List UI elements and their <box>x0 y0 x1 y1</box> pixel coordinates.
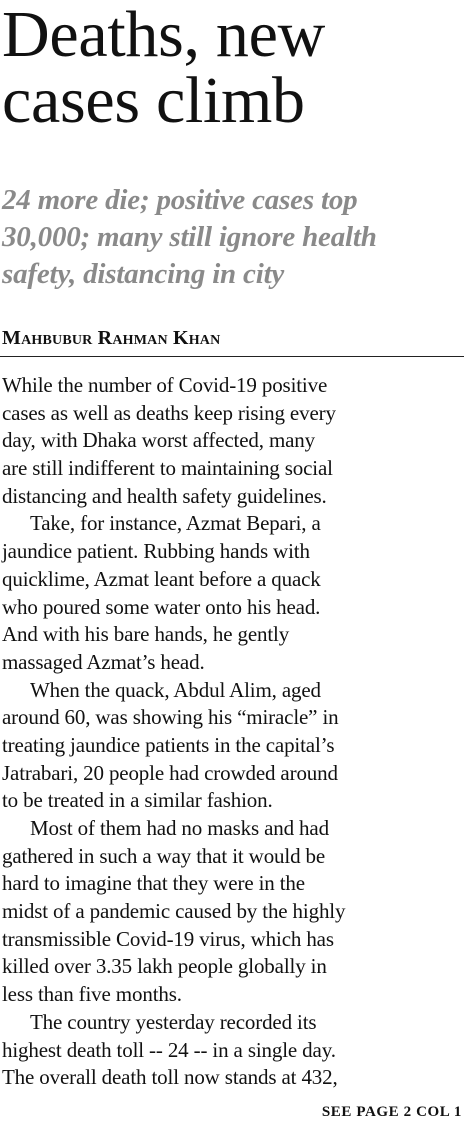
body-line: transmissible Covid-19 virus, which has <box>2 926 334 951</box>
article-body <box>2 372 464 1092</box>
continued-on-page-jump[interactable]: SEE PAGE 2 COL 1 <box>321 1104 462 1120</box>
byline: Mahbubur Rahman Khan <box>2 327 221 349</box>
deck-line: safety, distancing in city <box>2 258 285 290</box>
body-line: And with his bare hands, he gently <box>2 622 290 647</box>
body-line: jaundice patient. Rubbing hands with <box>2 539 310 564</box>
headline <box>2 0 464 137</box>
body-line: massaged Azmat’s head. <box>2 649 205 674</box>
subheadline-deck <box>2 182 464 293</box>
body-line: to be treated in a similar fashion. <box>2 788 273 813</box>
deck-line: 30,000; many still ignore health <box>2 221 377 253</box>
body-line: midst of a pandemic caused by the highly <box>2 899 346 924</box>
body-line: When the quack, Abdul Alim, aged <box>30 677 321 702</box>
body-line: around 60, was showing his “miracle” in <box>2 705 339 730</box>
body-line: hard to imagine that they were in the <box>2 871 305 896</box>
body-line: Most of them had no masks and had <box>30 816 329 840</box>
headline-line: cases climb <box>2 64 305 137</box>
body-line: distancing and health safety guidelines. <box>2 483 327 508</box>
body-line: gathered in such a way that it would be <box>2 843 326 868</box>
body-line: less than five months. <box>2 982 182 1007</box>
body-line: are still indifferent to maintaining social <box>2 456 333 481</box>
body-line: Take, for instance, Azmat Bepari, a <box>30 511 321 536</box>
byline-divider <box>0 356 464 357</box>
body-line: The overall death toll now stands at 432, <box>2 1065 338 1090</box>
body-line: cases as well as deaths keep rising every <box>2 400 336 425</box>
body-line: Jatrabari, 20 people had crowded around <box>2 760 338 785</box>
body-line: The country yesterday recorded its <box>30 1009 317 1034</box>
body-line: While the number of Covid-19 positive <box>2 373 328 397</box>
body-line: killed over 3.35 lakh people globally in <box>2 954 327 979</box>
deck-line: 24 more die; positive cases top <box>2 184 358 216</box>
body-line: day, with Dhaka worst affected, many <box>2 428 315 453</box>
body-line: highest death toll -- 24 -- in a single day. <box>2 1037 336 1062</box>
body-line: treating jaundice patients in the capital’s <box>2 732 335 757</box>
headline-line: Deaths, new <box>2 0 325 71</box>
body-line: who poured some water onto his head. <box>2 594 321 619</box>
body-line: quicklime, Azmat leant before a quack <box>2 566 321 591</box>
